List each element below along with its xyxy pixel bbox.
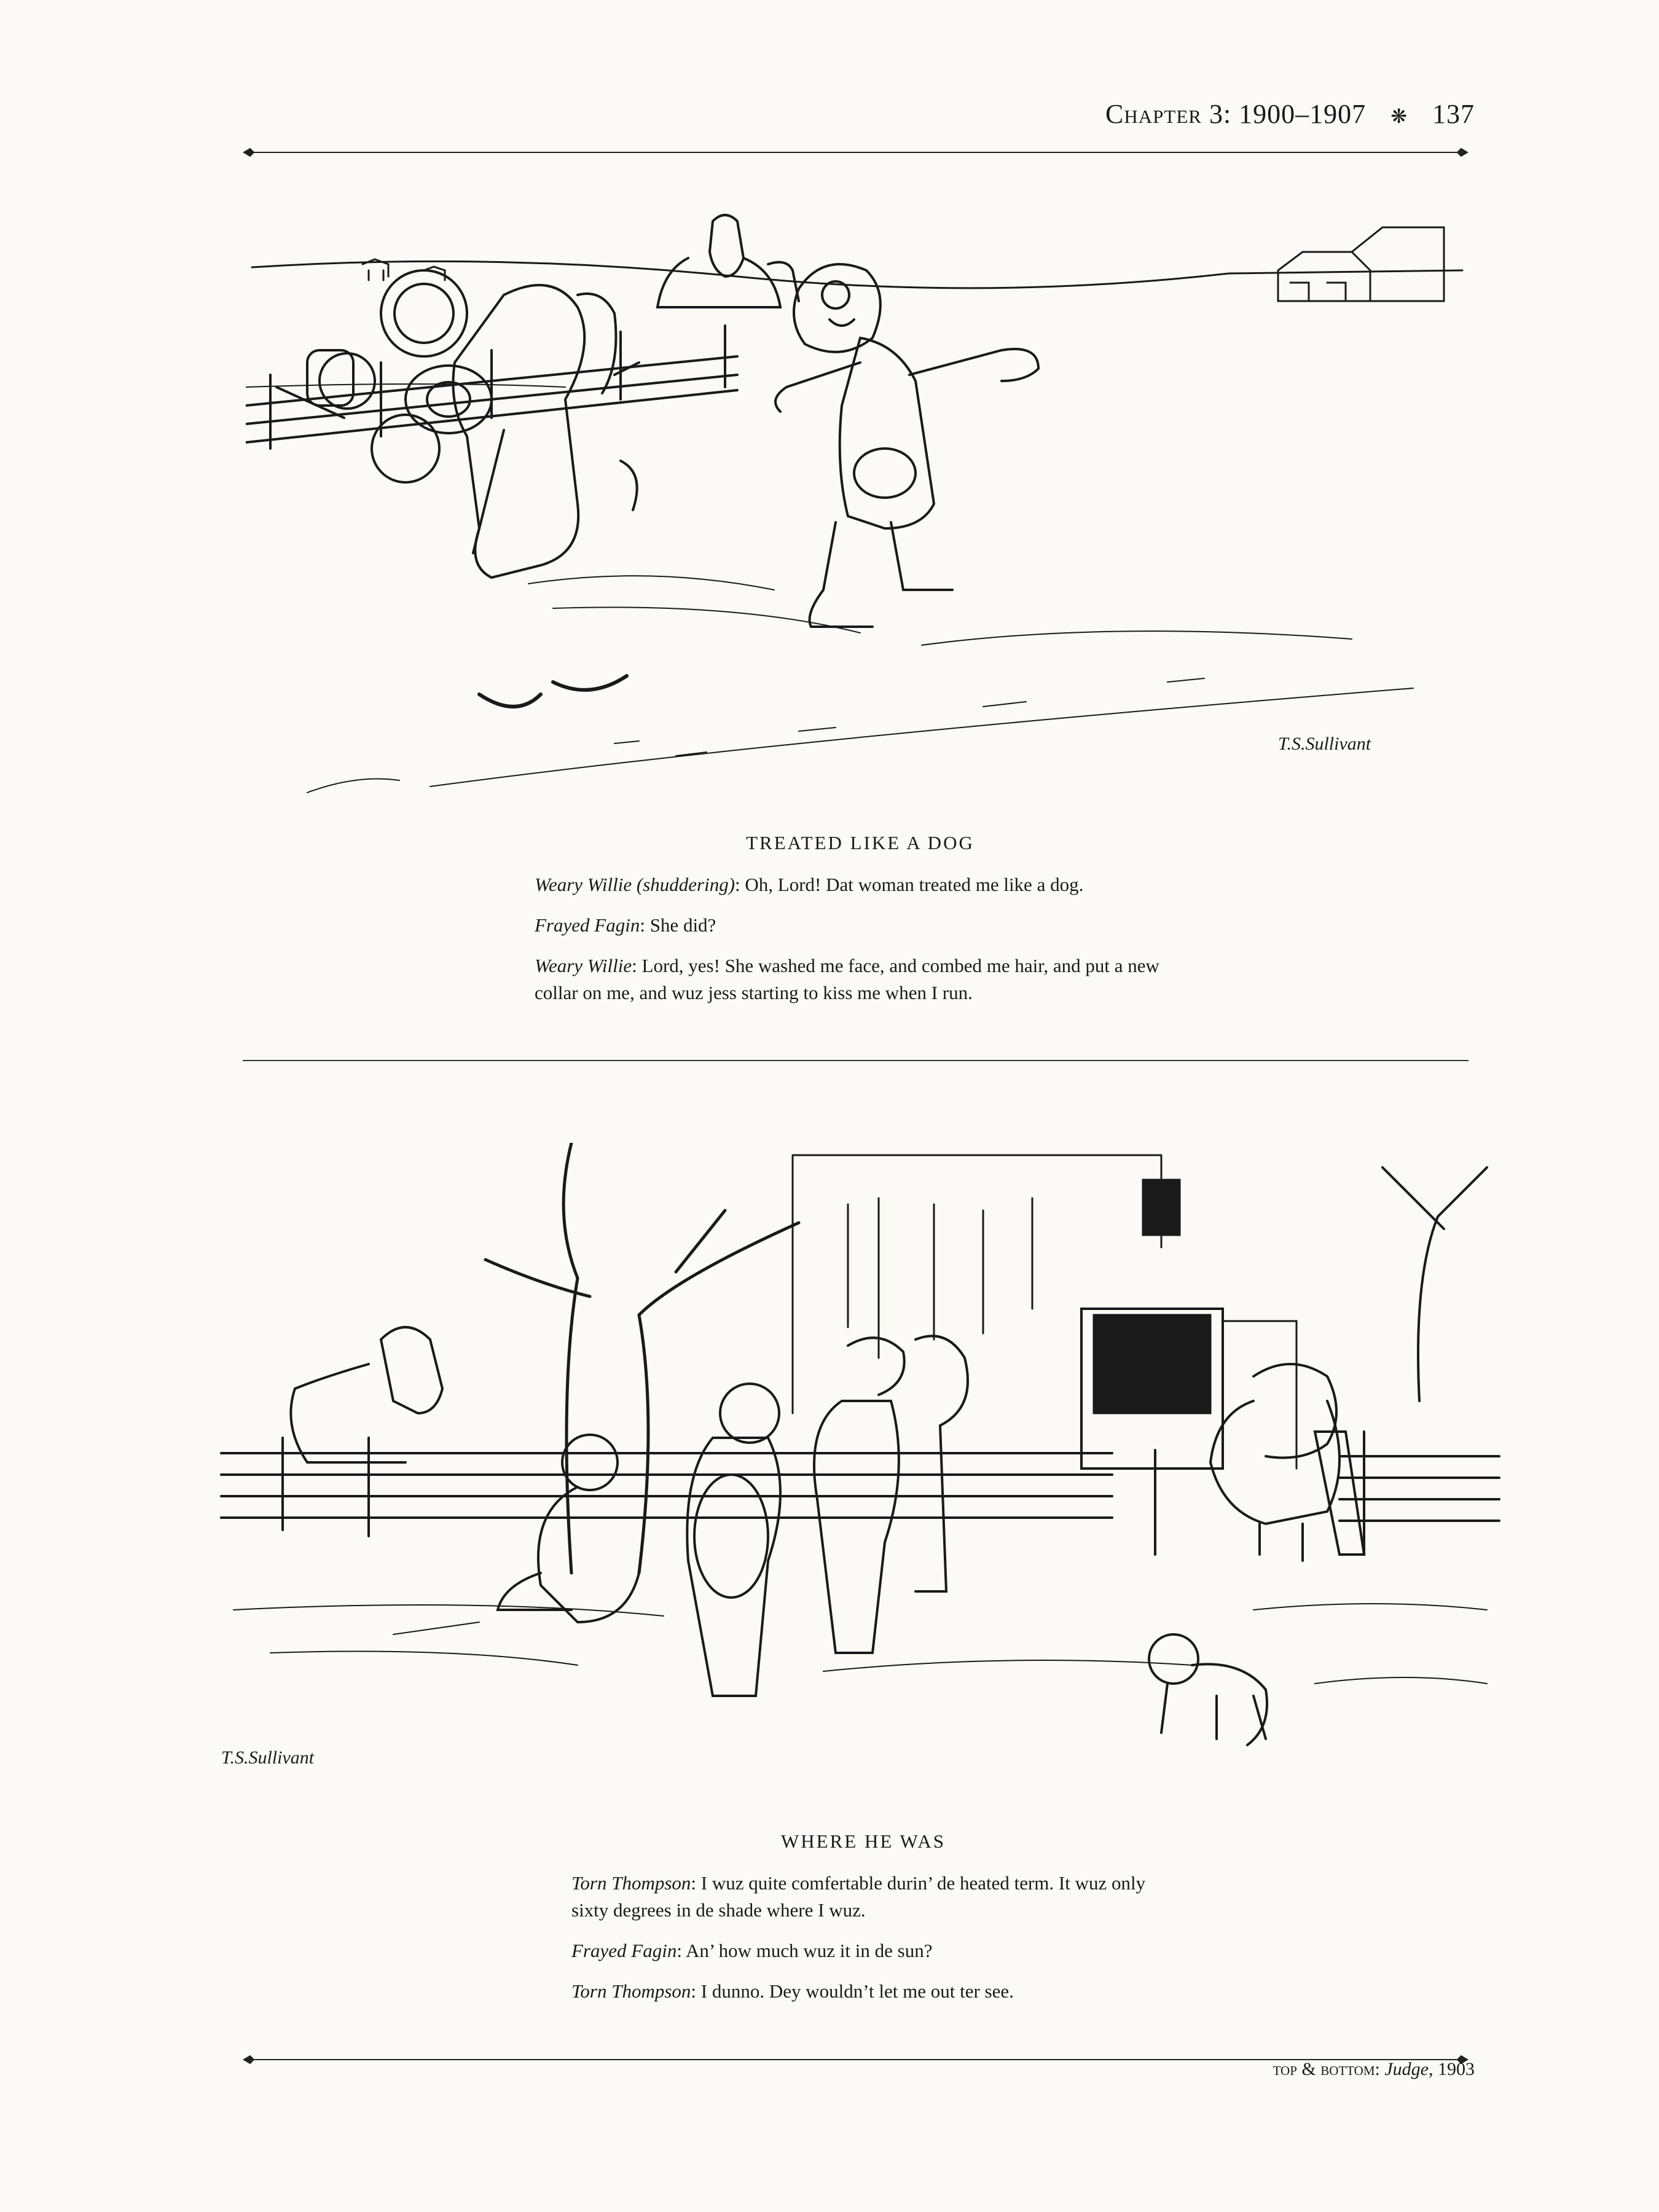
road-shading — [307, 576, 1413, 793]
horse — [657, 215, 799, 307]
rule-ornament-left-icon — [243, 143, 261, 162]
bare-tree-right — [1382, 1167, 1487, 1401]
bottom-caption — [571, 1828, 1155, 2018]
dialogue-line: Weary Willie: Lord, yes! She washed me face, and combed me hair, and put a new collar on me, and wuz jess starting to kiss me when I run. — [535, 955, 1159, 1003]
cartoon-title: WHERE HE WAS — [781, 1830, 946, 1852]
barn — [793, 1155, 1296, 1469]
credit-label: top & bottom — [1273, 2059, 1375, 2079]
bottom-illustration — [209, 1143, 1512, 1776]
credit-publication: Judge — [1384, 2059, 1429, 2079]
fence — [221, 1432, 1499, 1555]
ornament-separator: ❋ — [1390, 105, 1408, 127]
image-credit: top & bottom: Judge, 1903 — [1273, 2059, 1475, 2079]
page-number: 137 — [1432, 99, 1475, 129]
dialogue-line: Torn Thompson: I dunno. Dey wouldn’t let me out ter see. — [571, 1980, 1014, 2002]
ground-shading — [233, 1604, 1487, 1684]
chapter-title: Chapter 3: 1900–1907 — [1105, 99, 1367, 129]
rule-ornament-right-icon — [1450, 143, 1469, 162]
dialogue-line: Weary Willie (shuddering): Oh, Lord! Dat woman treated me like a dog. — [535, 874, 1084, 895]
section-divider — [243, 1060, 1469, 1061]
top-ornamental-rule — [243, 143, 1469, 162]
dog — [1149, 1634, 1267, 1745]
dialogue-line: Frayed Fagin: She did? — [535, 914, 716, 936]
rule-ornament-left-icon — [243, 2050, 261, 2069]
bare-tree-left — [485, 1143, 799, 1573]
horse — [291, 1327, 442, 1462]
top-caption — [535, 830, 1186, 1020]
tramp-with-pots — [276, 270, 639, 707]
dialogue-line: Torn Thompson: I wuz quite comfertable durin’ de heated term. It wuz only sixty degrees in de shade where I wuz. — [571, 1872, 1146, 1921]
running-head — [1105, 98, 1475, 130]
tramp-facing — [775, 264, 1038, 627]
dialogue-line: Frayed Fagin: An’ how much wuz it in de sun? — [571, 1940, 933, 1961]
top-illustration — [246, 203, 1469, 817]
farm-buildings — [1278, 227, 1444, 301]
artist-signature: T.S.Sullivant — [1278, 734, 1371, 754]
credit-year: , 1903 — [1429, 2059, 1475, 2079]
artist-signature: T.S.Sullivant — [221, 1747, 315, 1768]
cartoon-title: TREATED LIKE A DOG — [746, 832, 975, 853]
